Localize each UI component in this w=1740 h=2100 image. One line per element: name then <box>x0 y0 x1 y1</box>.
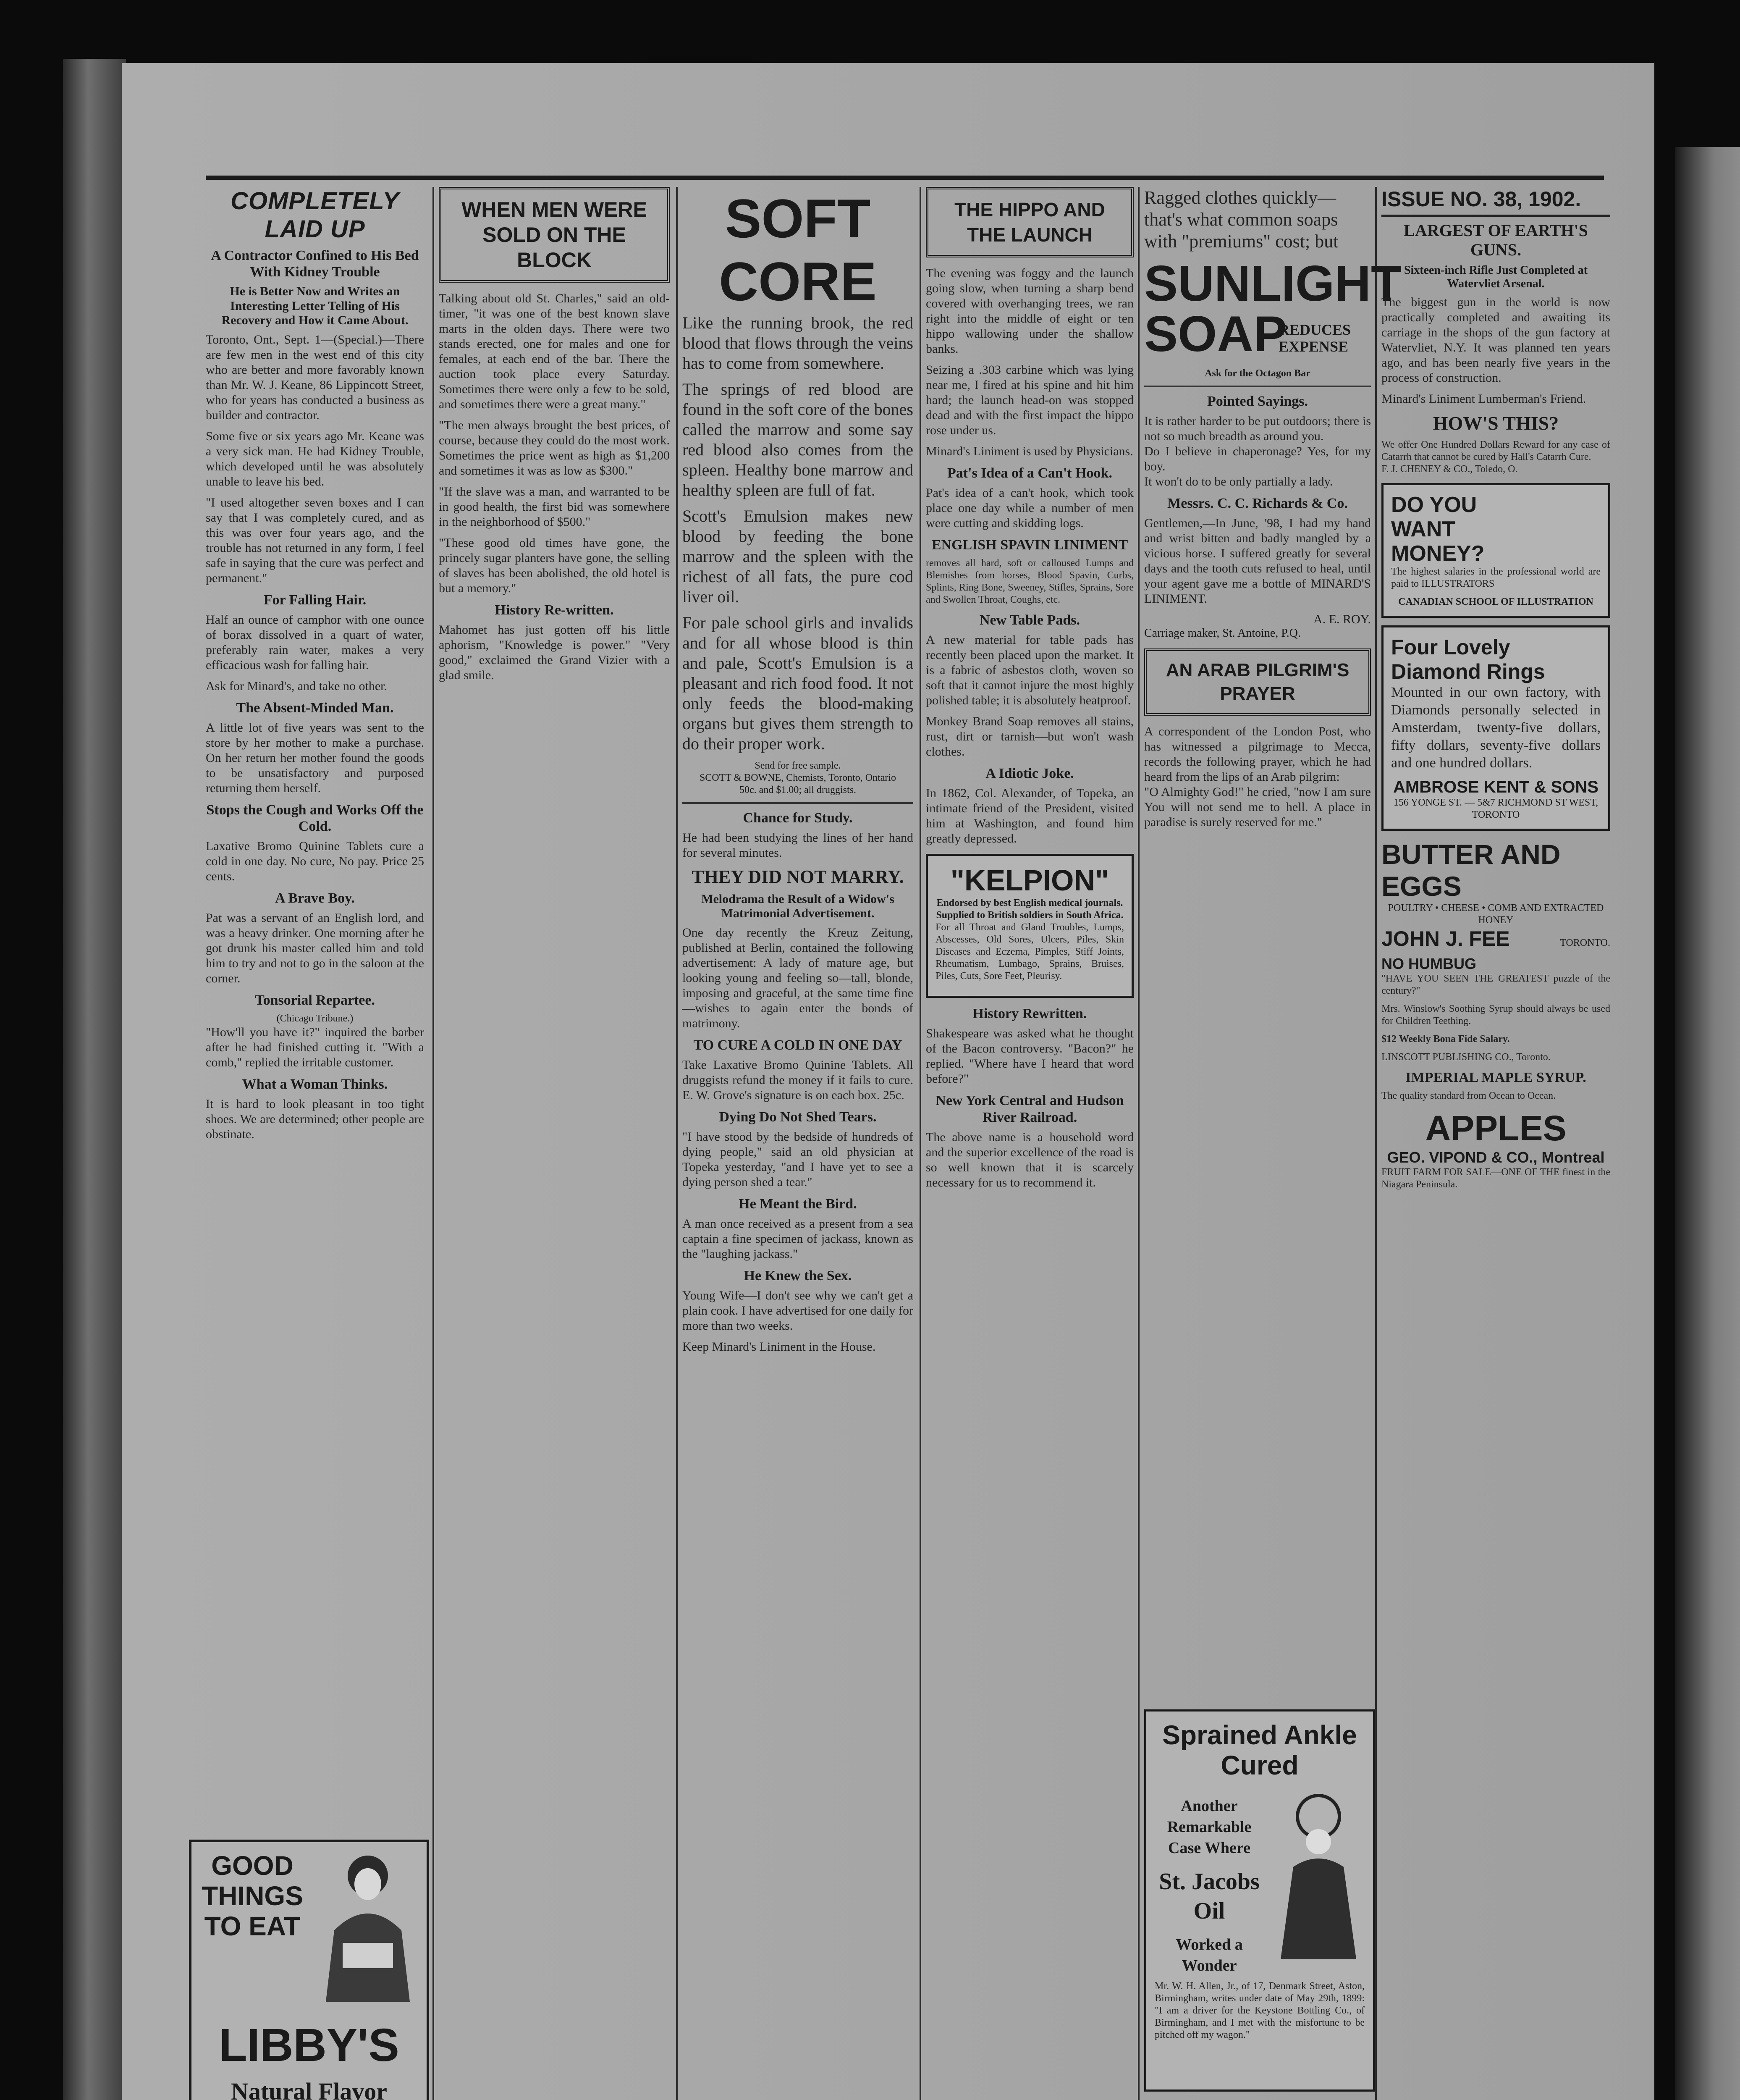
article-text: A correspondent of the London Post, who has witnessed a pilgrimage to Mecca, records the following prayer, which he had heard from the lips of an Arab pilgrim: "O Almighty God!" he cried, "now I am sure You will not send me to hell. A place in paradise is surely reserved for me." <box>1144 724 1371 830</box>
headline-hippo: THE HIPPO AND THE LAUNCH <box>954 199 1105 246</box>
ad-text: MONEY? <box>1391 541 1485 566</box>
ad-text: The highest salaries in the professional world are paid to ILLUSTRATORS <box>1391 566 1601 590</box>
ad-text: SCOTT & BOWNE, Chemists, Toronto, Ontario <box>699 772 896 783</box>
subdeck: He is Better Now and Writes an Interesting Letter Telling of His Recovery and How it Came About. <box>221 284 409 328</box>
section-title: A Brave Boy. <box>275 890 355 906</box>
section-title: New Table Pads. <box>980 612 1080 628</box>
column-rule <box>1138 187 1140 2100</box>
ad-text: LINSCOTT PUBLISHING CO., Toronto. <box>1381 1052 1551 1063</box>
notice-text: Minard's Liniment is used by Physicians. <box>926 444 1133 458</box>
article-text: Gentlemen,—In June, '98, I had my hand and wrist bitten and badly mangled by a vicious horse. I suffered greatly for several days and the tooth cuts refused to heal, until your agent gave me a bottle of MINARD'S LINIMENT. <box>1144 516 1371 606</box>
headline-completely-laid-up: COMPLETELY LAID UP <box>230 187 400 243</box>
article-text: One day recently the Kreuz Zeitung, published at Berlin, contained the following advertisement: A lady of mature age, but looking young and feeling so—tall, blonde, imposing and graceful, at the same time fine—wishes to again enter the bonds of matrimony. <box>682 925 913 1030</box>
notice-text: Minard's Liniment Lumberman's Friend. <box>1381 392 1586 406</box>
article-text: Scott's Emulsion makes new blood by feeding the bone marrow and the spleen with the richest of all fats, the pure cod liver oil. <box>682 507 913 606</box>
divider <box>682 802 913 804</box>
st-jacobs-oil-ad <box>1144 1709 1375 2092</box>
ad-headline: Four Lovely <box>1391 635 1510 659</box>
soap-logo: SOAP <box>1144 306 1287 362</box>
ad-text: TORONTO. <box>1560 937 1610 949</box>
article-text: The evening was foggy and the launch going slow, when turning a sharp bend covered with overhanging trees, we ran right into the middle of eight or ten hippo wallowing under the shallow banks. <box>926 266 1134 356</box>
ad-headline: APPLES <box>1425 1108 1567 1148</box>
section-title: Chance for Study. <box>743 810 853 826</box>
column-6 <box>1381 187 1610 2100</box>
article-text: A little lot of five years was sent to the store by her mother to make a purchase. On her return her mother found the goods to be unsatisfactory and purposed returning them herself. <box>206 720 424 795</box>
section-title: Tonsorial Repartee. <box>255 992 375 1008</box>
notice-text: Ask for Minard's, and take no other. <box>206 679 387 693</box>
libbys-logo: LIBBY'S <box>219 2019 399 2071</box>
section-title: The Absent-Minded Man. <box>236 700 394 716</box>
sunlight-logo: SUNLIGHT <box>1144 255 1402 312</box>
article-text: Some five or six years ago Mr. Keane was a very sick man. He had Kidney Trouble, which developed until he was absolutely unable to leave his bed. <box>206 429 424 488</box>
article-text: It is hard to look pleasant in too tight shoes. We are determined; other people are obstinate. <box>206 1097 424 1142</box>
article-text: Like the running brook, the red blood that flows through the veins has to come from somewhere. <box>682 313 913 373</box>
section-title: LARGEST OF EARTH'S GUNS. <box>1404 221 1588 259</box>
column-1 <box>206 187 424 2100</box>
product-name: St. Jacobs Oil <box>1159 1869 1260 1924</box>
deck: A Contractor Confined to His Bed With Kidney Trouble <box>211 248 419 280</box>
ad-text: 156 YONGE ST. — 5&7 RICHMOND ST WEST, TORONTO <box>1393 797 1598 821</box>
article-text: Pat was a servant of an English lord, and was a heavy drinker. One morning after he got drunk his master called him and told him to try and not to go in the saloon at the corner. <box>206 911 424 986</box>
article-text: The biggest gun in the world is now practically completed and awaiting its carriage in the shops of the gun factory at Watervliet, N.Y. It was planned ten years ago, and has been nearly five years in the process of construction. <box>1381 295 1610 385</box>
ad-text: WANT <box>1391 517 1456 542</box>
notice-text: Keep Minard's Liniment in the House. <box>682 1340 876 1354</box>
issue-number: ISSUE NO. 38, 1902. <box>1381 187 1610 217</box>
ad-text: Mounted in our own factory, with Diamonds personally selected in Amsterdam, twenty-five dollars, fifty dollars, seventy-five dollars and one hundred dollars. <box>1391 685 1601 771</box>
article-text: "The men always brought the best prices, of course, because they could do the most work. Sometimes the price went as high as $1,200 and sometimes it was as low as $300." <box>439 418 670 478</box>
header-rule <box>206 176 1604 180</box>
ad-text: DO YOU <box>1391 493 1477 517</box>
article-text: We offer One Hundred Dollars Reward for any case of Catarrh that cannot be cured by Hall's Catarrh Cure. F. J. CHENEY & CO., Toledo, O. <box>1381 439 1610 475</box>
ad-headline: NO HUMBUG <box>1381 955 1476 973</box>
article-text: Pat's idea of a can't hook, which took place one day while a number of men were cutting and skidding logs. <box>926 486 1134 530</box>
column-2 <box>439 187 670 2100</box>
ad-text: REDUCES EXPENSE <box>1279 321 1351 355</box>
ad-headline: Diamond Rings <box>1391 660 1545 684</box>
kelpion-headline: "KELPION" <box>950 864 1109 897</box>
column-rule <box>676 187 678 2100</box>
ad-text: FRUIT FARM FOR SALE—ONE OF THE finest in the Niagara Peninsula. <box>1381 1167 1610 1190</box>
column-rule <box>920 187 921 2100</box>
article-text: A new material for table pads has recently been placed upon the market. It is a fabric of asbestos cloth, woven so soft that it cannot injure the most highly polished table; it is absolutely heatproof. <box>926 633 1134 708</box>
ad-text: Another Remarkable Case Where <box>1167 1797 1252 1857</box>
article-text: Take Laxative Bromo Quinine Tablets. All druggists refund the money if it fails to cure. E. W. Grove's signature is on each box. 25c. <box>682 1058 913 1102</box>
notice-text: Monkey Brand Soap removes all stains, rust, dirt or tarnish—but won't wash clothes. <box>926 714 1134 759</box>
headline-arab-prayer: AN ARAB PILGRIM'S PRAYER <box>1166 660 1350 704</box>
section-title: THEY DID NOT MARRY. <box>692 866 904 887</box>
ad-headline: Sprained Ankle Cured <box>1162 1720 1357 1780</box>
column-rule <box>432 187 434 2100</box>
section-title: History Rewritten. <box>972 1006 1087 1022</box>
article-text: "How'll you have it?" inquired the barber after he had finished cutting it. "With a comb," replied the irritable customer. <box>206 1025 424 1070</box>
headline-soft-core: SOFT CORE <box>719 188 877 312</box>
article-text: Toronto, Ont., Sept. 1—(Special.)—There are few men in the west end of this city who are better and more favorably known than Mr. W. J. Keane, 86 Lippincott Street, who for years has conducted a business as builder and contractor. <box>206 332 424 422</box>
signature: A. E. ROY. <box>1313 612 1371 627</box>
ad-text: The quality standard from Ocean to Ocean. <box>1381 1090 1556 1102</box>
column-3 <box>682 187 913 2100</box>
ad-text: Ask for the Octagon Bar <box>1205 368 1310 379</box>
ad-text: THINGS <box>202 1881 303 1911</box>
article-text: The springs of red blood are found in the soft core of the bones called the marrow and some say red blood also comes from the spleen. Healthy bone marrow and healthy spleen are full of fat. <box>682 380 913 499</box>
section-title: History Re-written. <box>495 602 614 618</box>
ad-text: Mr. W. H. Allen, Jr., of 17, Denmark Street, Aston, Birmingham, writes under date of May 29th, 1899: "I am a driver for the Keystone Bottling Co., of Birmingham, and I met with the misfortune to be pitched off my wagon." <box>1155 1981 1365 2040</box>
section-title: Pat's Idea of a Can't Hook. <box>947 465 1112 481</box>
ad-brand: JOHN J. FEE <box>1381 927 1510 951</box>
column-4 <box>926 187 1134 2100</box>
ad-headline: BUTTER AND EGGS <box>1381 839 1561 902</box>
article-text: It is rather harder to be put outdoors; there is not so much breadth as around you. Do I believe in chaperonage? Yes, for my boy. It won't do to be only partially a lady. <box>1144 414 1371 489</box>
section-title: What a Woman Thinks. <box>242 1076 388 1092</box>
ad-text: Natural Flavor <box>231 2078 388 2100</box>
source-credit: (Chicago Tribune.) <box>276 1013 354 1024</box>
column-rule <box>1375 187 1377 2100</box>
section-title: A Idiotic Joke. <box>985 766 1074 782</box>
section-title: He Knew the Sex. <box>744 1268 852 1284</box>
article-text: Half an ounce of camphor with one ounce of borax dissolved in a quart of water, preferably rain water, makes a very efficacious wash for falling hair. <box>206 612 424 672</box>
libby-ad <box>189 1840 429 2100</box>
section-title: For Falling Hair. <box>263 592 367 608</box>
ad-text: For all Throat and Gland Troubles, Lumps, Abscesses, Old Sores, Ulcers, Piles, Skin Diseases and Eczema, Pimples, Stiff Joints, Rheumatism, Lumbago, Sprains, Bruises, Piles, Cuts, Sore Feet, Pleurisy. <box>936 922 1124 982</box>
ad-text: GOOD <box>211 1851 293 1881</box>
section-title: He Meant the Bird. <box>739 1196 857 1212</box>
article-text: "I have stood by the bedside of hundreds of dying people," said an old physician at Topeka yesterday, "and I have yet to see a dying person shed a tear." <box>682 1129 913 1189</box>
article-text: Shakespeare was asked what he thought of the Bacon controversy. "Bacon?" he replied. "Where have I heard that word before?" <box>926 1026 1134 1086</box>
ad-text: removes all hard, soft or calloused Lumps and Blemishes from horses, Blood Spavin, Curbs, Splints, Ring Bone, Sweeney, Stifles, Sprains, Sore and Swollen Throat, Coughs, etc. <box>926 558 1134 606</box>
article-text: A man once received as a present from a sea captain a fine specimen of jackass, known as the "laughing jackass." <box>682 1216 913 1261</box>
binding-spine <box>63 59 126 2100</box>
section-title: ENGLISH SPAVIN LINIMENT <box>931 537 1128 553</box>
section-title: Messrs. C. C. Richards & Co. <box>1167 496 1348 512</box>
section-title: Stops the Cough and Works Off the Cold. <box>206 802 424 834</box>
ad-text: "HAVE YOU SEEN THE GREATEST puzzle of the century?" <box>1381 973 1610 997</box>
article-text: In 1862, Col. Alexander, of Topeka, an intimate friend of the President, visited him at Washington, and found him greatly depressed. <box>926 786 1134 846</box>
divider <box>1144 386 1371 387</box>
ad-text: Worked a Wonder <box>1176 1936 1243 1974</box>
ad-text: POULTRY • CHEESE • COMB AND EXTRACTED HONEY <box>1388 903 1604 926</box>
section-title: HOW'S THIS? <box>1433 412 1559 434</box>
article-text: Seizing a .303 carbine which was lying near me, I fired at his spine and hit him hard; the launch head-on was stopped dead and with the first impact the hippo rose under us. <box>926 363 1134 437</box>
ad-text: CANADIAN SCHOOL OF ILLUSTRATION <box>1398 596 1593 608</box>
article-text: The above name is a household word and the superior excellence of the road is so well known that it is scarcely necessary for us to recommend it. <box>926 1130 1134 1189</box>
monk-illustration-icon <box>1272 1787 1365 1964</box>
article-text: "If the slave was a man, and warranted to be in good health, the first bid was somewhere in the neighborhood of $500." <box>439 485 670 529</box>
signature-place: Carriage maker, St. Antoine, P.Q. <box>1144 627 1301 640</box>
ad-text: Ragged clothes quickly—that's what common soaps with "premiums" cost; but <box>1144 187 1339 252</box>
article-text: "I used altogether seven boxes and I can say that I was completely cured, and as this was over four years ago, and the trouble has not returned in any form, I feel safe in saying that the cure was perfect and permanent." <box>206 495 424 585</box>
ad-text: Mrs. Winslow's Soothing Syrup should always be used for Children Teething. <box>1381 1003 1610 1027</box>
adjacent-page-edge <box>1675 147 1740 2100</box>
ad-text: $12 Weekly Bona Fide Salary. <box>1381 1034 1510 1045</box>
ad-text: Send for free sample. <box>755 760 841 771</box>
article-text: Young Wife—I don't see why we can't get a plain cook. I have advertised for one daily for more than two weeks. <box>682 1289 913 1333</box>
section-title: TO CURE A COLD IN ONE DAY <box>693 1037 902 1053</box>
article-text: He had been studying the lines of her hand for several minutes. <box>682 831 913 860</box>
section-title: Dying Do Not Shed Tears. <box>719 1109 877 1125</box>
section-title: IMPERIAL MAPLE SYRUP. <box>1405 1070 1586 1086</box>
ad-text: Endorsed by best English medical journals. Supplied to British soldiers in South Africa. <box>936 898 1124 921</box>
ad-brand: AMBROSE KENT & SONS <box>1393 778 1598 797</box>
deck: Sixteen-inch Rifle Just Completed at Watervliet Arsenal. <box>1404 264 1588 291</box>
woman-illustration-icon <box>317 1846 418 2006</box>
section-title: Pointed Sayings. <box>1207 394 1308 409</box>
section-title: New York Central and Hudson River Railroad. <box>936 1093 1124 1125</box>
deck: Melodrama the Result of a Widow's Matrimonial Advertisement. <box>701 892 894 921</box>
ad-brand: GEO. VIPOND & CO., Montreal <box>1387 1149 1605 1166</box>
article-text: "These good old times have gone, the princely sugar planters have gone, the selling of slaves has been abolished, the old hotel is but a memory." <box>439 536 670 595</box>
article-text: Laxative Bromo Quinine Tablets cure a cold in one day. No cure, No pay. Price 25 cents. <box>206 839 424 884</box>
article-text: Talking about old St. Charles," said an old-timer, "it was one of the best known slave marts in the olden days. There were two stands erected, one for males and one for females, at each end of the bar. There the auction took place every Saturday. Sometimes there were only a few to be sold, and sometimes there were a great many." <box>439 291 670 411</box>
article-text: Mahomet has just gotten off his little aphorism, "Knowledge is power." "Very good," exclaimed the Grand Vizier with a glad smile. <box>439 623 670 682</box>
ad-text: 50c. and $1.00; all druggists. <box>739 785 856 795</box>
article-text: For pale school girls and invalids and for all whose blood is thin and pale, Scott's Emulsion is a pleasant and rich food food. It not only feeds the blood-making organs but gives them strength to do their proper work. <box>682 613 913 753</box>
ad-text: TO EAT <box>204 1911 301 1941</box>
headline-men-sold: WHEN MEN WERE SOLD ON THE BLOCK <box>461 198 647 272</box>
